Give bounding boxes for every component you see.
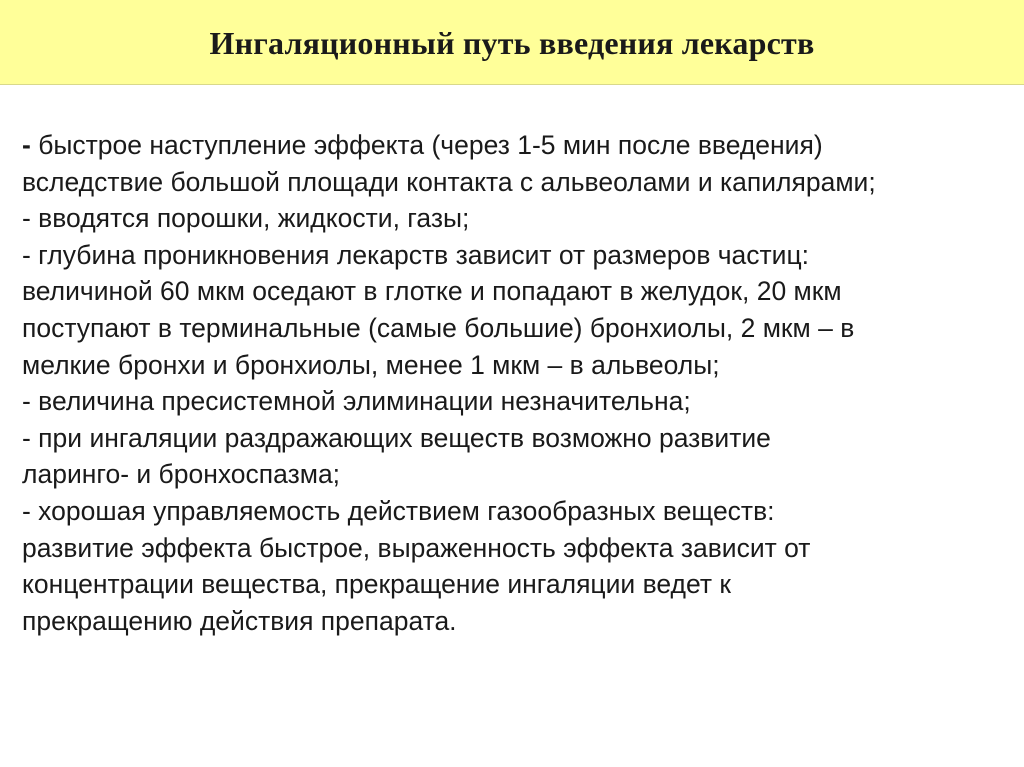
body-line-14: прекращению действия препарата. bbox=[22, 605, 457, 636]
body-line-1-text: быстрое наступление эффекта (через 1-5 мин после введения) bbox=[30, 130, 823, 160]
body-line-3: - вводятся порошки, жидкости, газы; bbox=[22, 203, 470, 234]
body-line-6: поступают в терминальные (самые большие) бронхиолы, 2 мкм – в bbox=[22, 312, 855, 343]
body-line-4: - глубина проникновения лекарств зависит от размеров частиц: bbox=[22, 239, 810, 270]
body-line-11: - хорошая управляемость действием газообразных веществ: bbox=[22, 495, 775, 526]
body-line-9: - при ингаляции раздражающих веществ возможно развитие bbox=[22, 422, 771, 453]
slide-title: Ингаляционный путь введения лекарств bbox=[209, 24, 815, 61]
body-line-10: ларинго- и бронхоспазма; bbox=[22, 459, 341, 490]
bullet-dash: - bbox=[22, 130, 31, 160]
body-line-2: вследствие большой площади контакта с альвеолами и капилярами; bbox=[22, 166, 876, 197]
body-line-5: величиной 60 мкм оседают в глотке и попадают в желудок, 20 мкм bbox=[22, 276, 842, 307]
slide-body bbox=[22, 127, 1017, 639]
body-line-12: развитие эффекта быстрое, выраженность эффекта зависит от bbox=[22, 532, 811, 563]
body-line-7: мелкие бронхи и бронхиолы, менее 1 мкм – в альвеолы; bbox=[22, 349, 720, 380]
body-line-8: - величина пресистемной элиминации незначительна; bbox=[22, 386, 691, 417]
body-line-1 bbox=[22, 127, 1017, 164]
title-bar bbox=[0, 0, 1024, 85]
body-line-13: концентрации вещества, прекращение ингаляции ведет к bbox=[22, 569, 731, 600]
